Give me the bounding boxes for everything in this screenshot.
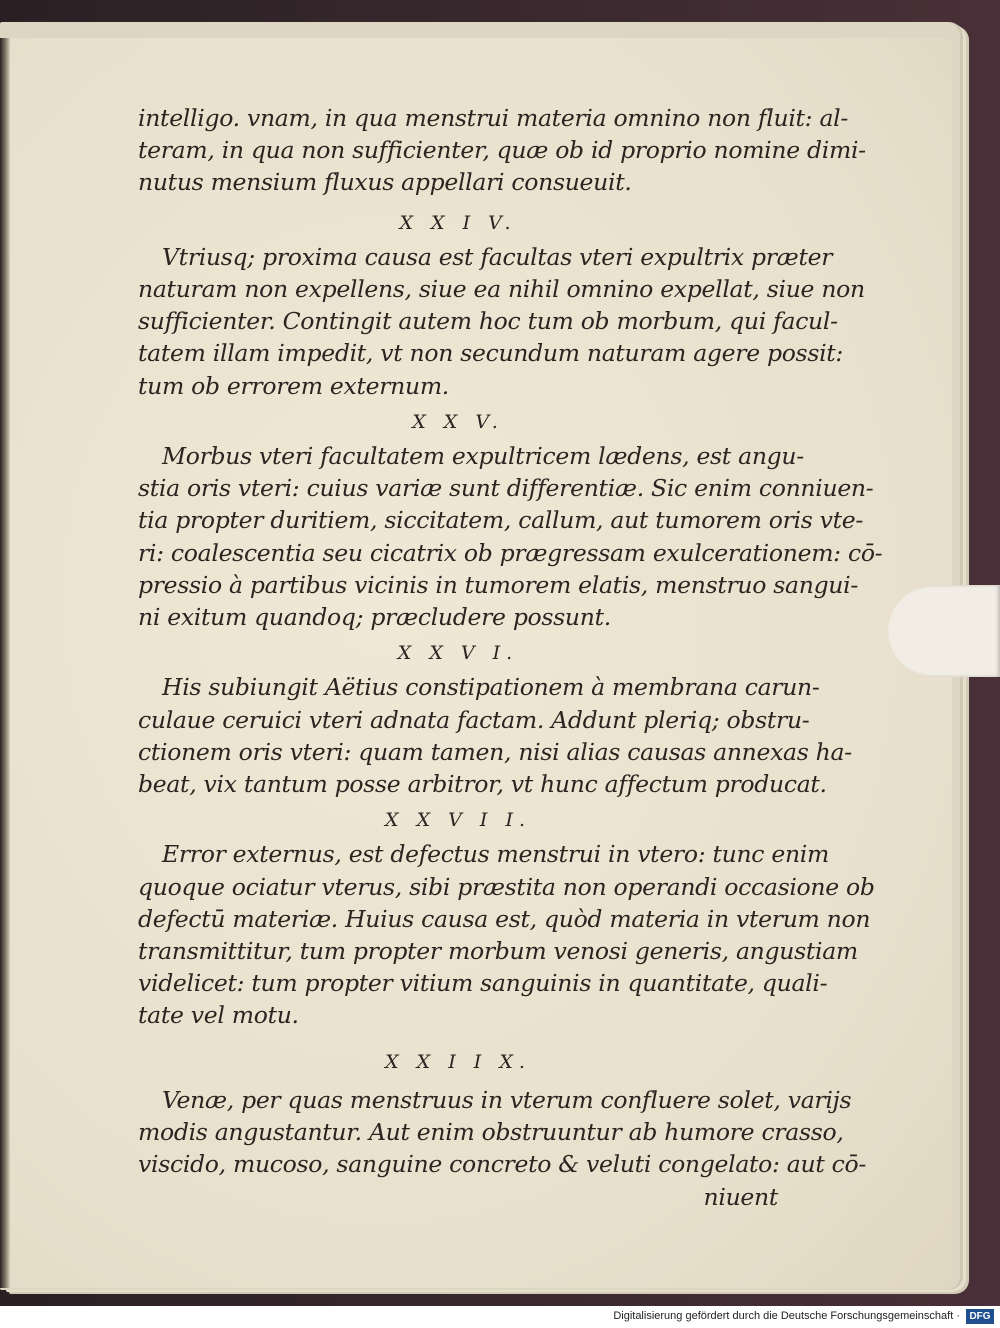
- text-line: quoque ociatur vterus, sibi præstita non operandi occasione ob: [138, 872, 875, 901]
- text-line: Morbus vteri facultatem expultricem lædens, est angu-: [162, 442, 804, 471]
- page-text: [138, 102, 883, 1213]
- section-heading-24: X X I V.: [399, 211, 517, 234]
- text-line: transmittitur, tum propter morbum venosi generis, angustiam: [138, 937, 858, 966]
- text-line: His subiungit Aëtius constipationem à membrana carun-: [162, 673, 820, 702]
- text-line: Vtriusq; proxima causa est facultas vteri expultrix præter: [162, 242, 833, 271]
- book-binding: [0, 38, 10, 1288]
- text-line: defectū materiæ. Huius causa est, quòd materia in vterum non: [138, 904, 871, 933]
- section-heading-27: X X V I I.: [385, 809, 531, 832]
- dfg-logo: DFG: [966, 1309, 994, 1324]
- text-line: stia oris vteri: cuius variæ sunt differentiæ. Sic enim conniuen-: [138, 474, 874, 503]
- footer-bar: [0, 1306, 1000, 1328]
- text-line: ri: coalescentia seu cicatrix ob prægressam exulcerationem: cō-: [138, 538, 883, 567]
- text-line: culaue ceruici vteri adnata factam. Addunt pleriq; obstru-: [138, 705, 810, 734]
- text-line: tate vel motu.: [138, 1001, 299, 1030]
- text-line: teram, in qua non sufficienter, quæ ob id proprio nomine dimi-: [138, 136, 866, 165]
- text-line: tum ob errorem externum.: [138, 371, 449, 400]
- text-line: Venæ, per quas menstruus in vterum confluere solet, varijs: [162, 1085, 852, 1114]
- text-line: tatem illam impedit, vt non secundum naturam agere possit:: [138, 339, 844, 368]
- text-line: naturam non expellens, siue ea nihil omnino expellat, siue non: [138, 275, 865, 304]
- text-line: modis angustantur. Aut enim obstruuntur ab humore crasso,: [138, 1118, 844, 1147]
- text-line: beat, vix tantum posse arbitror, vt hunc affectum producat.: [138, 770, 827, 799]
- text-line: intelligo. vnam, in qua menstrui materia omnino non fluit: al-: [138, 104, 849, 132]
- text-line: tia propter duritiem, siccitatem, callum, aut tumorem oris vte-: [138, 506, 864, 535]
- text-line: ctionem oris vteri: quam tamen, nisi alias causas annexas ha-: [138, 737, 852, 766]
- text-line: viscido, mucoso, sanguine concreto & veluti congelato: aut cō-: [138, 1150, 867, 1179]
- text-line: pressio à partibus vicinis in tumorem elatis, menstruo sangui-: [138, 570, 858, 599]
- section-heading-28: X X I I X.: [385, 1050, 531, 1073]
- text-line: Error externus, est defectus menstrui in vtero: tunc enim: [162, 840, 829, 869]
- text-line: nutus mensium fluxus appellari consueuit.: [138, 168, 632, 197]
- catchword: niuent: [703, 1182, 778, 1211]
- text-line: videlicet: tum propter vitium sanguinis in quantitate, quali-: [138, 969, 828, 998]
- funding-credit: Digitalisierung gefördert durch die Deutsche Forschungsgemeinschaft ·: [613, 1310, 960, 1322]
- section-heading-25: X X V.: [412, 410, 504, 433]
- text-line: ni exitum quandoq; præcludere possunt.: [138, 603, 611, 632]
- bookmark-tab: [888, 585, 1000, 677]
- section-heading-26: X X V I.: [397, 642, 519, 665]
- text-line: sufficienter. Contingit autem hoc tum ob morbum, qui facul-: [138, 307, 838, 336]
